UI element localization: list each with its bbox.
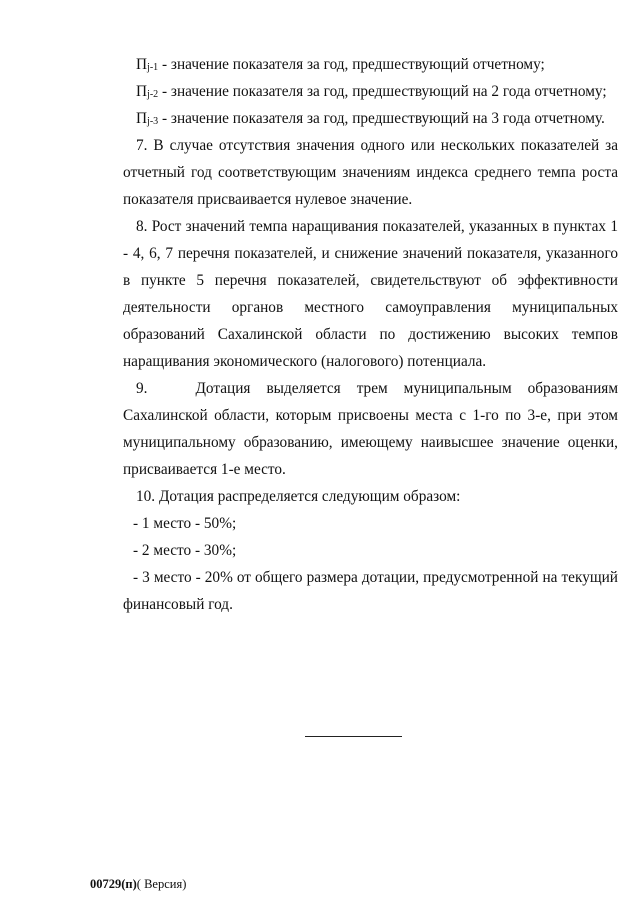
formula-symbol: П	[136, 110, 148, 127]
paragraph-8: 8. Рост значений темпа наращивания показателей, указанных в пунктах 1 - 4, 6, 7 перечня показателей, и снижение значений показателя, указанного в пункте 5 перечня показателей, свидетельствуют об эффективности деятельности органов местного самоуправления муниципальных образований Сахалинской области по достижению высоких темпов наращивания экономического (налогового) потенциала.	[123, 218, 618, 370]
formula-symbol: П	[136, 83, 148, 100]
distribution-item-3: - 3 место - 20% от общего размера дотации, предусмотренной на текущий финансовый год.	[123, 569, 618, 613]
formula-definition-j3	[123, 105, 618, 132]
formula-subscript: j-3	[147, 116, 159, 127]
formula-subscript: j-2	[147, 89, 159, 100]
document-version-label: ( Версия)	[136, 877, 187, 891]
distribution-item-1: - 1 место - 50%;	[133, 515, 237, 532]
paragraph-7: 7. В случае отсутствия значения одного или нескольких показателей за отчетный год соответствующим значениям индекса среднего темпа роста показателя присваивается нулевое значение.	[123, 137, 618, 208]
paragraph-9: 9. Дотация выделяется трем муниципальным образованиям Сахалинской области, которым присвоены места с 1-го по 3-е, при этом муниципальному образованию, имеющему наивысшее значение оценки, присваивается 1-е место.	[123, 380, 622, 478]
formula-description: - значение показателя за год, предшествующий на 3 года отчетному.	[158, 110, 605, 127]
formula-description: - значение показателя за год, предшествующий на 2 года отчетному;	[158, 83, 607, 100]
formula-definition-j2	[123, 78, 618, 105]
document-body	[123, 51, 622, 618]
formula-description: - значение показателя за год, предшествующий отчетному;	[158, 56, 545, 73]
document-code: 00729(п)	[90, 877, 137, 891]
signature-divider-line	[305, 736, 402, 737]
distribution-item-2: - 2 место - 30%;	[133, 542, 237, 559]
paragraph-10: 10. Дотация распределяется следующим образом:	[136, 488, 461, 505]
document-footer	[90, 876, 186, 892]
formula-symbol: П	[136, 56, 148, 73]
formula-subscript: j-1	[147, 62, 159, 73]
formula-definition-j1	[123, 51, 618, 78]
